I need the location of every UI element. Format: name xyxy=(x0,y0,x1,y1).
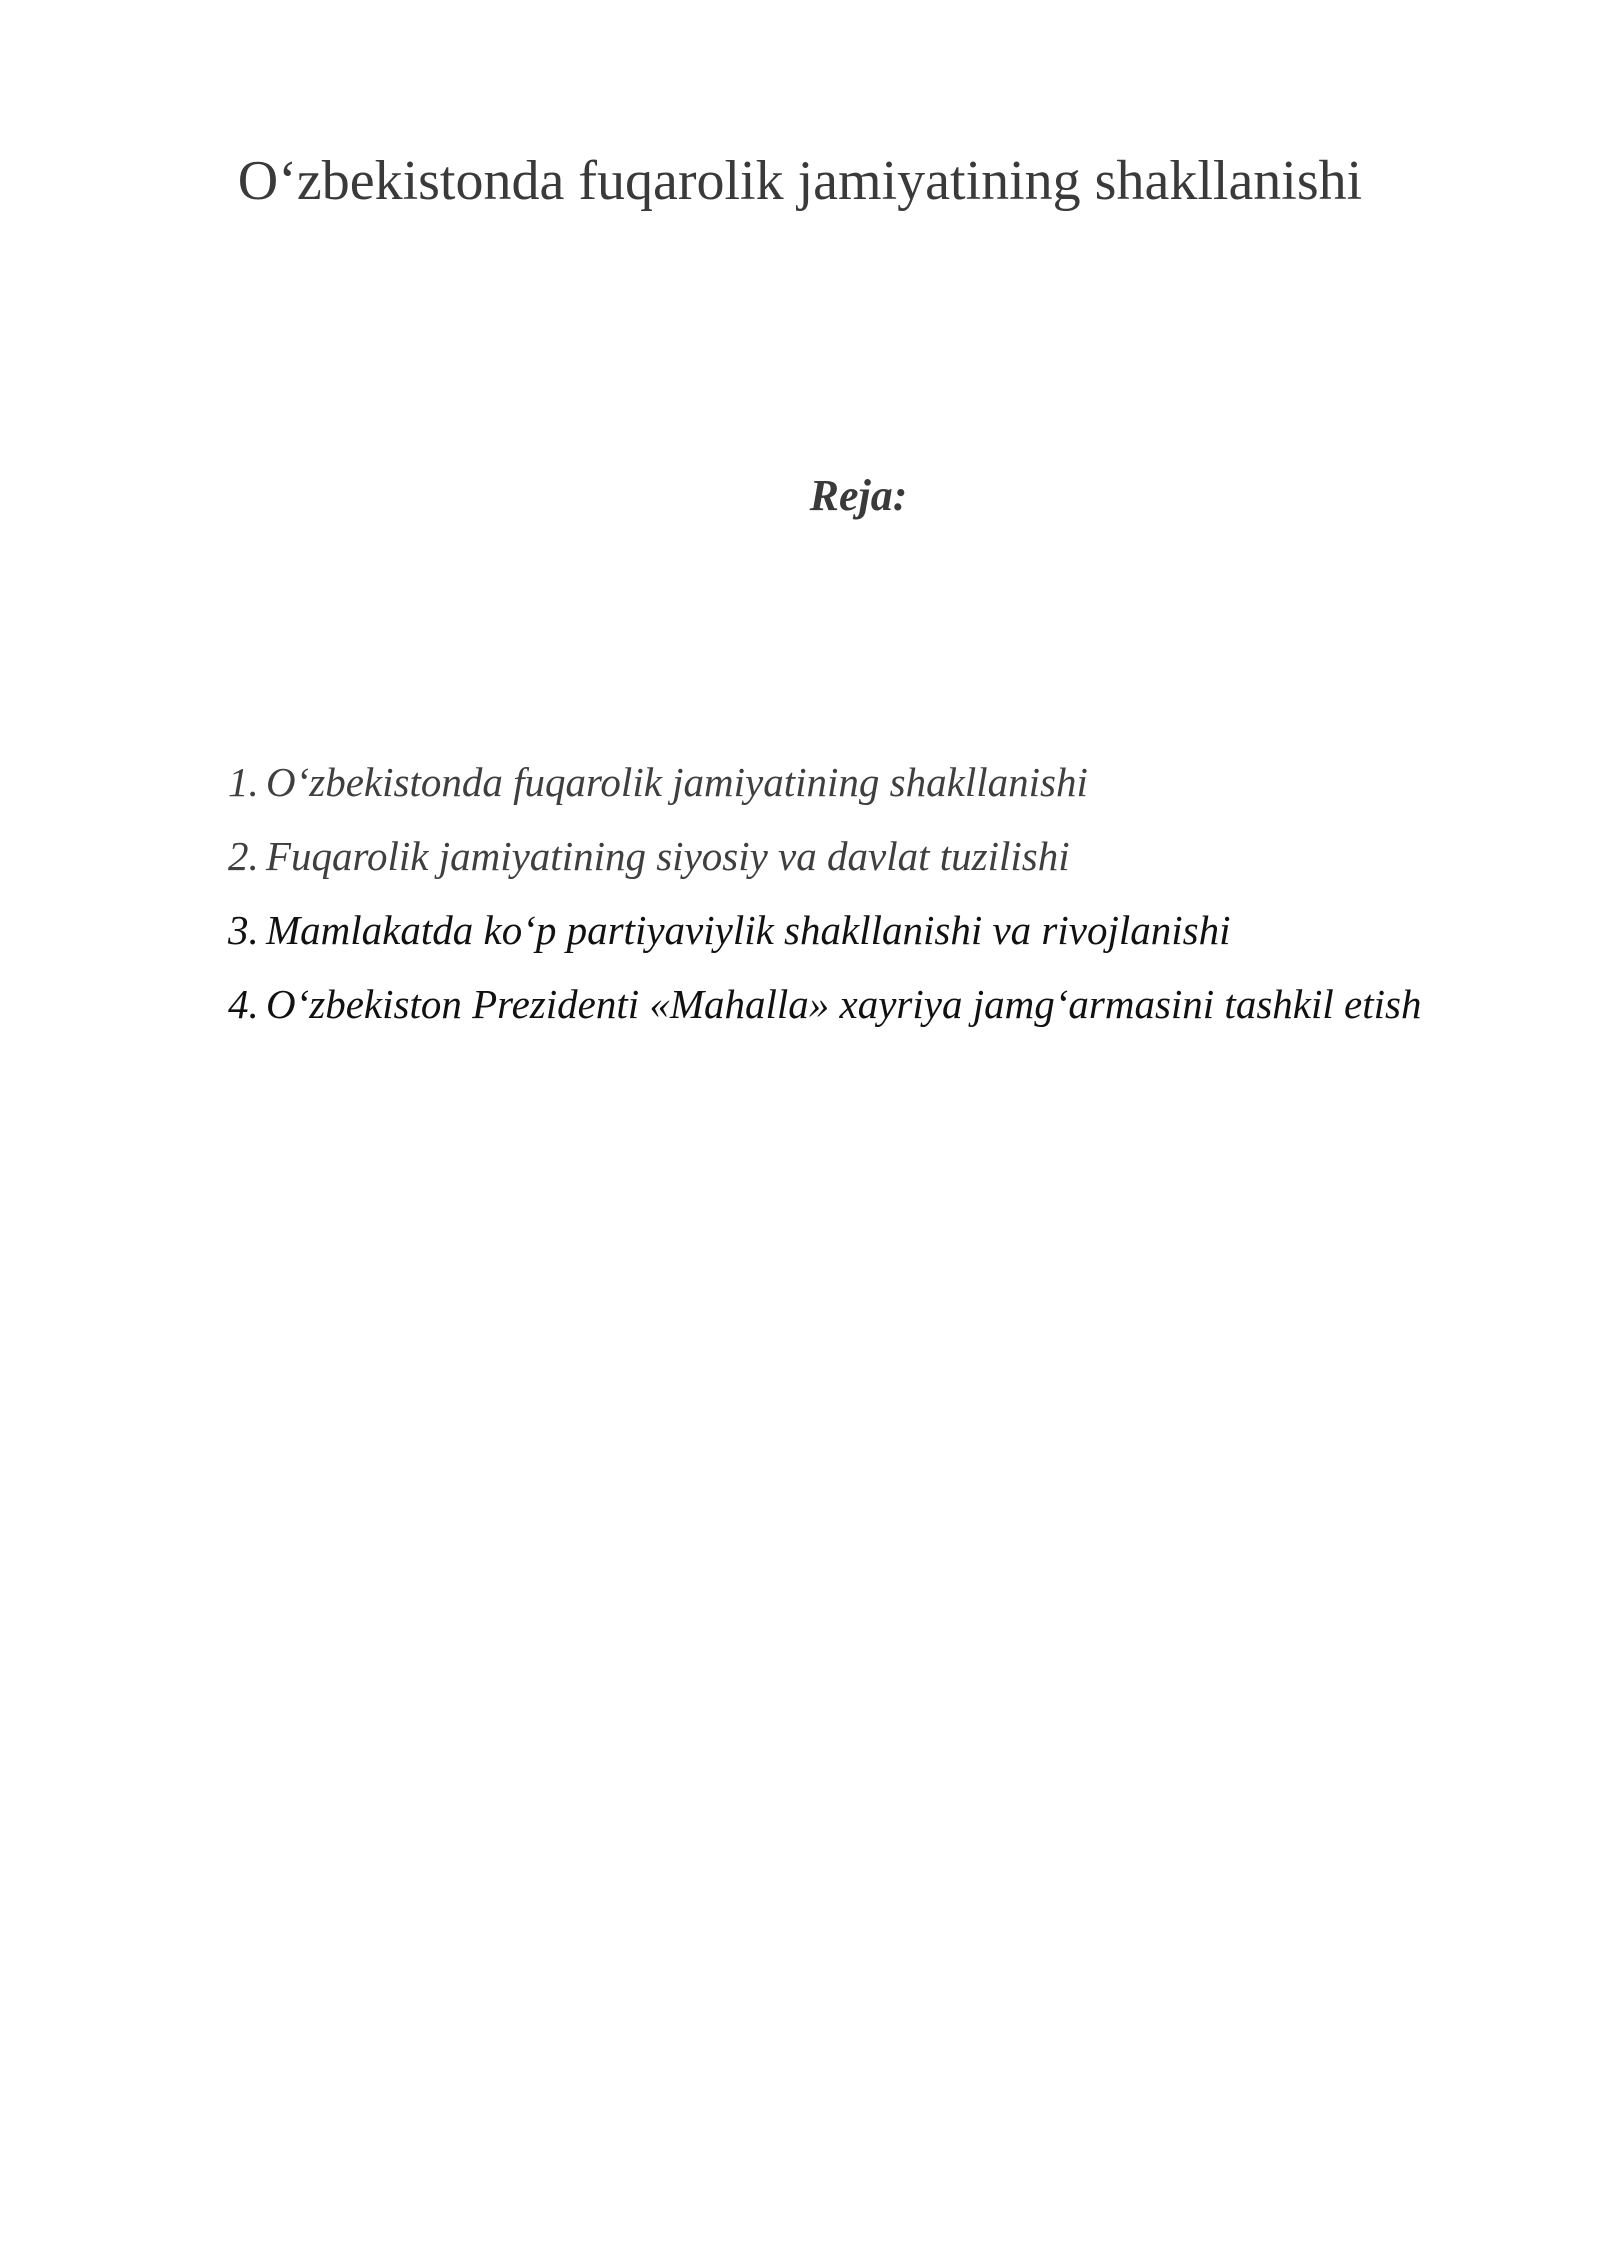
plan-list xyxy=(228,758,1421,1054)
document-title: O‘zbekistonda fuqarolik jamiyatining shakllanishi xyxy=(237,150,1363,212)
plan-item xyxy=(228,906,1421,980)
plan-item-number: 1. xyxy=(228,759,259,805)
plan-heading: Reja: xyxy=(809,471,908,520)
plan-item xyxy=(228,758,1421,832)
plan-item-number: 2. xyxy=(228,833,259,879)
plan-item-text: O‘zbekiston Prezidenti «Mahalla» xayriya jamg‘armasini tashkil etish xyxy=(266,981,1422,1027)
plan-item-text: Mamlakatda ko‘p partiyaviylik shakllanishi va rivojlanishi xyxy=(266,907,1231,953)
plan-item-text: Fuqarolik jamiyatining siyosiy va davlat tuzilishi xyxy=(266,833,1070,879)
plan-item xyxy=(228,980,1421,1054)
plan-item-number: 4. xyxy=(228,981,259,1027)
plan-item-text: O‘zbekistonda fuqarolik jamiyatining shakllanishi xyxy=(266,759,1088,805)
plan-item xyxy=(228,832,1421,906)
plan-item-number: 3. xyxy=(228,907,259,953)
